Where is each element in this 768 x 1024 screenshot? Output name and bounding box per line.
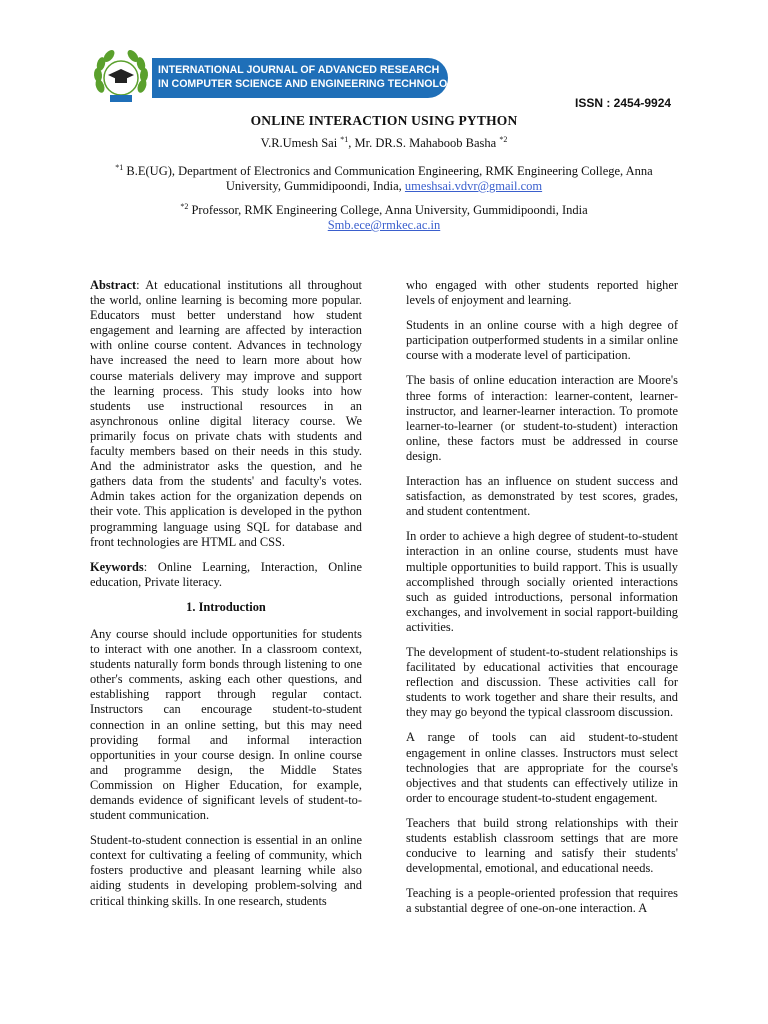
right-paragraph-4: Interaction has an influence on student success and satisfaction, as demonstrated by test scores, grades, and student contentment. — [406, 474, 678, 519]
journal-name-line1: INTERNATIONAL JOURNAL OF ADVANCED RESEARCH — [158, 64, 440, 76]
abstract-text: : At educational institutions all throughout the world, online learning is becoming more popular. Educators must better understand how student engagement and learning are affected by interaction with online course content. Advances in technology have increased the need to learn more about how course materials delivery may improve and support the learning process. This study looks into how students use instructional resources in an asynchronous online digital literacy course. We primarily focus on private chats with students and faculty members based on their needs in this study. And the administrator asks the question, and he gathers data from the students' and faculty's votes. Admin takes action for the organization depends on their vote. This application is developed in the python programming language using SQL for database and front technologies are HTML and CSS. — [90, 278, 362, 549]
section-heading-introduction: 1. Introduction — [186, 599, 266, 614]
author-2-email-link[interactable]: Smb.ece@rmkec.ac.in — [327, 218, 441, 232]
affiliation-1-text: B.E(UG), Department of Electronics and Communication Engineering, RMK Engineering College, Anna University, Gummidipoondi, India, — [123, 164, 653, 193]
right-paragraph-1: who engaged with other students reported higher levels of enjoyment and learning. — [406, 278, 678, 308]
right-paragraph-6: The development of student-to-student relationships is facilitated by educational activities that encourage reflection and discussion. These activities call for students to work together and share their results, and they may go beyond the typical classroom discussion. — [406, 644, 678, 720]
author-1-email-link[interactable]: umeshsai.vdvr@gmail.com — [404, 179, 543, 193]
intro-paragraph-2: Student-to-student connection is essential in an online context for cultivating a feeling of community, which fosters productive and pleasant learning while also aiding students in developing problem-solving and critical thinking skills. In one research, students — [90, 833, 362, 908]
right-column — [406, 278, 678, 926]
right-paragraph-7: A range of tools can aid student-to-student engagement in online classes. Instructors must select technologies that are appropriate for the course's objectives and that students can effectively utilize in order to encourage student-to-student engagement. — [406, 730, 678, 805]
intro-paragraph-1: Any course should include opportunities for students to interact with one another. In a classroom context, students naturally form bonds through listening to one other's comments, asking each other questions, and establishing rapport through regular contact. Instructors can encourage student-to-student connection in an online setting, but this may need providing formal and informal interaction opportunities in your course design. In online course and programme design, the Middle States Commission on Higher Education, for example, demands evidence of significant levels of student-to-student communication. — [90, 626, 362, 823]
author-line — [0, 136, 768, 151]
affiliation-2-marker: *2 — [180, 201, 189, 211]
affiliation-1-marker: *1 — [115, 162, 124, 172]
abstract-label: Abstract — [90, 278, 137, 292]
paper-title: ONLINE INTERACTION USING PYTHON — [250, 113, 518, 128]
affiliation-2-text: Professor, RMK Engineering College, Anna University, Gummidipoondi, India — [188, 203, 588, 217]
author-1-marker: *1 — [340, 134, 349, 144]
keywords-label: Keywords — [90, 559, 144, 574]
abstract-paragraph — [90, 278, 362, 550]
affiliation-1 — [110, 164, 658, 194]
right-paragraph-9: Teaching is a people-oriented profession that requires a substantial degree of one-on-one interaction. A — [406, 886, 678, 916]
keywords-paragraph — [90, 560, 362, 590]
affiliation-2 — [110, 203, 658, 233]
author-1: V.R.Umesh Sai — [260, 136, 341, 150]
right-paragraph-5: In order to achieve a high degree of student-to-student interaction in an online course, students must have multiple opportunities to build rapport. This is usually accomplished through socially oriented interactions such as guided introductions, personal information exchanges, and involvement in social rapport-building activities. — [406, 529, 678, 634]
issn-number: ISSN : 2454-9924 — [575, 96, 672, 110]
author-2-marker: *2 — [499, 134, 508, 144]
author-2: , Mr. DR.S. Mahaboob Basha — [348, 136, 500, 150]
journal-name-line2: IN COMPUTER SCIENCE AND ENGINEERING TECHNOLOGIES — [158, 78, 473, 90]
journal-logo — [90, 48, 152, 110]
right-paragraph-8: Teachers that build strong relationships with their students establish classroom settings that are more conducive to learning and satisfy their students' developmental, emotional, and educational needs. — [406, 815, 678, 876]
right-paragraph-3: The basis of online education interaction are Moore's three forms of interaction: learner-content, learner-instructor, and learner-learner interaction. To promote learner-to-learner (or student-to-student) interaction online, these factors must be addressed in course design. — [406, 373, 678, 463]
right-paragraph-2: Students in an online course with a high degree of participation outperformed students in a similar online course with a moderate level of participation. — [406, 318, 678, 363]
left-column — [90, 278, 362, 919]
keywords-text: : Online Learning, Interaction, Online education, Private literacy. — [90, 559, 362, 589]
journal-banner — [152, 58, 473, 98]
